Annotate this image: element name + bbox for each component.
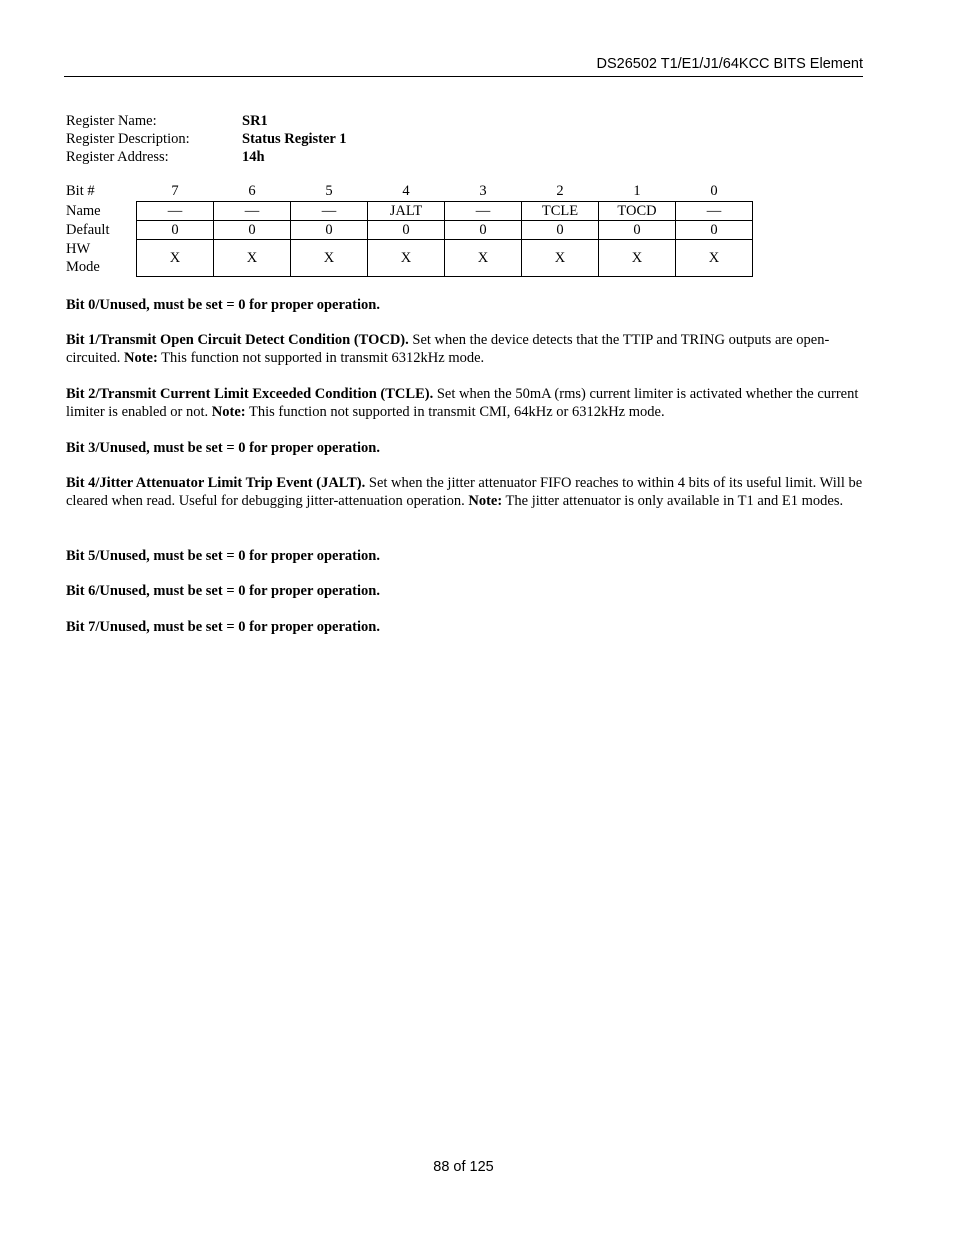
bit-1-note-label: Note: [123,350,158,366]
bit-1-text: Set when the device detects that the TTIP and TRING outputs are open-circuited. [66,332,830,366]
register-description-value: Status Register 1 [242,131,347,147]
bit-number: 0 [710,183,718,199]
bit-number: 2 [556,183,564,199]
bit-5-title: Bit 5/Unused, must be set = 0 for proper operation. [66,548,380,564]
bit-hw-mode-cell: X [676,240,753,277]
bit-2-title: Bit 2/Transmit Current Limit Exceeded Condition (TCLE). [66,386,434,402]
bit-4-text: Set when the jitter attenuator FIFO reaches to within 4 bits of its useful limit. Will be cleared when read. Useful for debugging jitter-attenuation operation. [66,475,863,509]
register-address-row [66,148,346,166]
bit-default-cell: 0 [137,221,214,240]
hw-label-line-2: Mode [66,259,100,275]
bit-name-cell: TCLE [522,202,599,221]
bit-default-cell: 0 [445,221,522,240]
bit-default-row [64,221,753,240]
bit-hw-mode-cell: X [368,240,445,277]
bit-default-cell: 0 [214,221,291,240]
bit-name-label: Name [66,203,101,219]
bit-0-description [66,296,864,314]
bit-name-cell: — [137,202,214,221]
bit-7-title: Bit 7/Unused, must be set = 0 for proper operation. [66,619,380,635]
bit-2-note-text: This function not supported in transmit CMI, 64kHz or 6312kHz mode. [245,404,665,420]
bit-3-description [66,439,864,457]
bit-number: 1 [633,183,641,199]
bit-number: 3 [479,183,487,199]
bit-4-title: Bit 4/Jitter Attenuator Limit Trip Event (JALT). [66,475,366,491]
bit-name-cell: — [676,202,753,221]
page-number: 88 of 125 [433,1159,494,1175]
bit-default-cell: 0 [368,221,445,240]
bit-2-description [66,385,864,421]
bit-4-note-text: The jitter attenuator is only available in T1 and E1 modes. [502,493,844,509]
bit-hw-mode-cell: X [522,240,599,277]
register-name-value: SR1 [242,113,268,129]
register-name-label: Register Name: [66,113,157,129]
bit-hw-mode-cell: X [599,240,676,277]
hw-label-line-1: HW [66,241,91,257]
bit-5-description [66,547,864,565]
bit-0-title: Bit 0/Unused, must be set = 0 for proper operation. [66,297,380,313]
bit-number: 4 [402,183,410,199]
bit-number: 7 [171,183,179,199]
bit-hw-mode-label [64,240,137,277]
bit-1-title: Bit 1/Transmit Open Circuit Detect Condition (TOCD). [66,332,409,348]
bit-name-cell: — [291,202,368,221]
page-header: DS26502 T1/E1/J1/64KCC BITS Element [64,56,863,77]
bit-3-title: Bit 3/Unused, must be set = 0 for proper operation. [66,440,380,456]
register-description-label: Register Description: [66,131,190,147]
register-description-row [66,130,346,148]
bit-default-cell: 0 [676,221,753,240]
bit-2-note-label: Note: [211,404,246,420]
bit-default-cell: 0 [599,221,676,240]
bit-number: 5 [325,183,333,199]
bit-hw-mode-cell: X [214,240,291,277]
register-address-label: Register Address: [66,149,169,165]
bit-4-description [66,474,864,510]
bit-7-description [66,618,864,636]
bit-2-text: Set when the 50mA (rms) current limiter is activated whether the current limiter is enabled or not. [66,386,859,420]
bit-default-label: Default [66,222,110,238]
bit-1-description [66,331,864,367]
bit-6-description [66,582,864,600]
bit-6-title: Bit 6/Unused, must be set = 0 for proper operation. [66,583,380,599]
bit-name-cell: TOCD [599,202,676,221]
bit-number-row [64,182,753,202]
bit-name-row [64,202,753,221]
bit-default-cell: 0 [522,221,599,240]
bit-name-cell: — [214,202,291,221]
bit-default-cell: 0 [291,221,368,240]
bit-hw-mode-cell: X [445,240,522,277]
bit-number: 6 [248,183,256,199]
register-name-row [66,112,346,130]
bit-hw-mode-row [64,240,753,277]
register-info [66,112,346,166]
bit-number-label: Bit # [66,183,95,200]
bit-4-note-label: Note: [468,493,503,509]
bit-hw-mode-cell: X [291,240,368,277]
bit-hw-mode-cell: X [137,240,214,277]
bit-name-cell: JALT [368,202,445,221]
bit-1-note-text: This function not supported in transmit 6312kHz mode. [157,350,485,366]
register-address-value: 14h [242,149,265,165]
bit-name-cell: — [445,202,522,221]
bit-table [64,182,753,277]
